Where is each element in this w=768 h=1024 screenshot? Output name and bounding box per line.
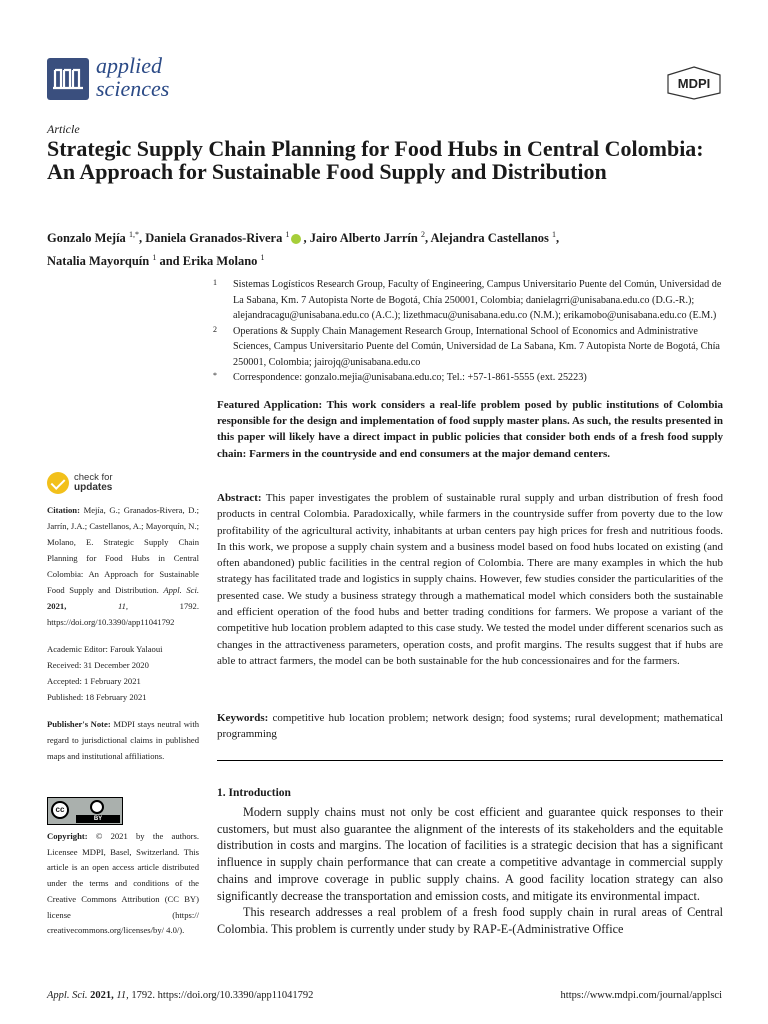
footer-journal-url[interactable]: https://www.mdpi.com/journal/applsci — [560, 990, 722, 1001]
citation-label: Citation: — [47, 505, 80, 515]
journal-name — [96, 54, 169, 100]
footer-journal: Appl. Sci. — [47, 990, 88, 1001]
keywords-label: Keywords: — [217, 712, 269, 724]
author-name[interactable]: Alejandra Castellanos — [430, 231, 553, 246]
citation-year: 2021, — [47, 601, 67, 611]
footer-doi-link[interactable]: 1792. https://doi.org/10.3390/app11041792 — [131, 990, 314, 1001]
author-affiliation-number: 1 — [260, 253, 265, 263]
check-icon — [47, 472, 69, 494]
affiliation-number: 1 — [213, 278, 217, 287]
academic-editor: Academic Editor: Farouk Yalaoui — [47, 644, 163, 654]
intro-body — [217, 804, 723, 938]
section-divider — [217, 760, 723, 761]
mdpi-logo — [666, 66, 722, 100]
author-affiliation-number: 1 — [152, 253, 157, 263]
mdpi-logo-text: MDPI — [677, 76, 711, 91]
affiliation-number: * — [213, 371, 217, 380]
check-updates-label — [74, 473, 113, 493]
intro-heading: 1. Introduction — [217, 787, 291, 799]
citation-text: Mejía, G.; Granados-Rivera, D.; Jarrín, J.A.; Castellanos, A.; Mayorquín, N.; Molano, E. Strategic Supply Chain Planning for Food Hubs in Central Colombia: An Approach for Sustainable Food Supply and Distribution. — [47, 505, 199, 595]
citation-doi-link[interactable]: 1792. https://doi.org/10.3390/app11041792 — [47, 601, 199, 627]
citation-volume: 11, — [117, 601, 129, 611]
author-name[interactable]: Gonzalo Mejía — [47, 231, 129, 246]
received-date: Received: 31 December 2020 — [47, 660, 149, 670]
cc-icon: cc — [51, 801, 69, 819]
affiliations — [213, 277, 723, 386]
affiliation-number: 2 — [213, 324, 217, 334]
journal-name-line1: applied — [96, 53, 162, 78]
affiliation-text: Correspondence: gonzalo.mejia@unisabana.edu.co; Tel.: +57-1-861-5555 (ext. 25223) — [233, 372, 587, 383]
citation — [47, 502, 199, 630]
abstract — [217, 490, 723, 669]
copyright-text: © 2021 by the authors. Licensee MDPI, Basel, Switzerland. This article is an open access article distributed under the terms and conditions of the Creative Commons Attribution (CC BY) license (https:// creativecommons.org/licenses/by/ 4.0/). — [47, 831, 199, 936]
author-affiliation-number: 1 — [285, 230, 290, 239]
article-type: Article — [47, 122, 80, 136]
sidebar-info — [47, 502, 199, 775]
paper-title: Strategic Supply Chain Planning for Food Hubs in Central Colombia: An Approach for Sustainable Food Supply and Distribution — [47, 136, 704, 184]
keywords-text: competitive hub location problem; network design; food systems; rural development; mathematical programming — [217, 712, 723, 741]
check-for-updates-button[interactable] — [47, 472, 157, 498]
intro-paragraph-2: This research addresses a real problem of a fresh food supply chain in rural areas of Central Colombia. This problem is currently under study by RAP-E-(Administrative Office — [217, 905, 723, 936]
keywords — [217, 710, 723, 743]
abstract-label: Abstract: — [217, 492, 262, 504]
footer-volume: 11, — [116, 990, 129, 1001]
publisher-note-label: Publisher's Note: — [47, 719, 111, 729]
published-date: Published: 18 February 2021 — [47, 692, 147, 702]
author-name[interactable]: Jairo Alberto Jarrín — [309, 231, 421, 246]
orcid-icon[interactable] — [291, 234, 301, 244]
affiliation-item — [213, 324, 723, 371]
cc-by-label: BY — [76, 815, 120, 823]
cc-by-license-badge[interactable] — [47, 797, 123, 825]
publisher-note — [47, 716, 199, 764]
copyright-label: Copyright: — [47, 831, 88, 841]
author-name[interactable]: Daniela Granados-Rivera — [145, 231, 286, 246]
journal-logo-icon — [47, 58, 89, 100]
author-affiliation-number: 2 — [420, 230, 425, 239]
author-affiliation-number: 1 — [552, 230, 557, 239]
author-name[interactable]: Erika Molano — [182, 254, 261, 269]
attribution-person-icon — [90, 800, 104, 814]
footer-year: 2021, — [90, 990, 114, 1001]
journal-name-line2: sciences — [96, 76, 170, 101]
footer-citation — [47, 990, 313, 1001]
affiliation-text: Sistemas Logísticos Research Group, Faculty of Engineering, Campus Universitario Puente del Común, Universidad de La Sabana, Km. 7 Autopista Norte de Bogotá, Chía 250001, Colombia; danielagrri@unisabana.edu.co (D.G.-R.); alejandracagu@unisabana.edu.co (A.C.); lizethmacu@unisabana.edu.co (N.M.); erikamobo@unisabana.edu.co (E.M.) — [233, 279, 722, 321]
author-affiliation-number: 1,* — [128, 230, 139, 239]
affiliation-item — [213, 277, 723, 324]
author-list: Gonzalo Mejía $^{1,*}$, Daniela Granados-Rivera $^1$ , Jairo Alberto Jarrín $^2$, Alejandra Castellanos $^1$, Natalia Mayorquín $^1$ and Erika Molano $^1$ — [47, 230, 560, 269]
affiliation-item — [213, 370, 723, 386]
citation-journal: Appl. Sci. — [163, 585, 199, 595]
publisher-note-text: MDPI stays neutral with regard to jurisdictional claims in published maps and institutional affiliations. — [47, 719, 200, 761]
featured-application: Featured Application: This work considers a real-life problem posed by public institutions of Colombia responsible for the design and implementation of food supply master plans. As such, the results presented in this paper will likely have a direct impact in public policies that consider both ends of a fresh food supply chain: Farmers in the countryside and end consumers at the major demand centers. — [217, 399, 723, 460]
affiliation-text: Operations & Supply Chain Management Research Group, International School of Economics and Administrative Sciences, Campus Universitario Puente del Común, Universidad de La Sabana, Km. 7 Autopista Norte de Bogotá, Chía 250001, Colombia; jairojq@unisabana.edu.co — [233, 325, 720, 368]
copyright-notice — [47, 829, 199, 939]
dates-block — [47, 641, 199, 705]
abstract-text: This paper investigates the problem of sustainable rural supply and urban distribution of fresh food products in central Colombia. Paradoxically, while farmers in the countryside suffer from poverty due to the low profitability of the agricultural activity, inhabitants at urban centers pay high prices for fresh and nutritious foods. In this work, we propose a supply chain system and a business model based on food hubs located on existing (and often abandoned) public facilities in the central region of Colombia. There are many examples in which the hub strategy has facilitated trade and logistics in supply chains. However, few studies consider the particularities of the presented case. We study a business strategy through a mathematical model which considers both the sustainable and efficient operation of the food hubs and better trading conditions for farmers. We propose a variant of the competitive hub location problem adapted to this case study. We tested the model under different scenarios such as changes in the attractiveness parameters, operation costs, and profit margins. The results suggest that if hubs are able to attract farmers, the model can be both sustainable for the hub concessionaires and for the farmers. — [217, 492, 723, 667]
check-updates-line1: check for — [74, 472, 113, 483]
author-name[interactable]: Natalia Mayorquín — [47, 254, 153, 269]
check-updates-line2: updates — [74, 482, 113, 493]
accepted-date: Accepted: 1 February 2021 — [47, 676, 141, 686]
intro-paragraph-1: Modern supply chains must not only be cost efficient and guarantee quick responses to their customers, but must also guarantee the alignment of the interests of its stakeholders and the equitable distribution in costs and margins. The location of facilities is a strategic decision that has a significant influence in supply chain performance that can create a competitive advantage in commercial supply chains and improve coverage in public supply chains. A good facility location strategy can also significantly decrease the transportation and emission costs, and mitigate its environmental impact. — [217, 805, 723, 903]
